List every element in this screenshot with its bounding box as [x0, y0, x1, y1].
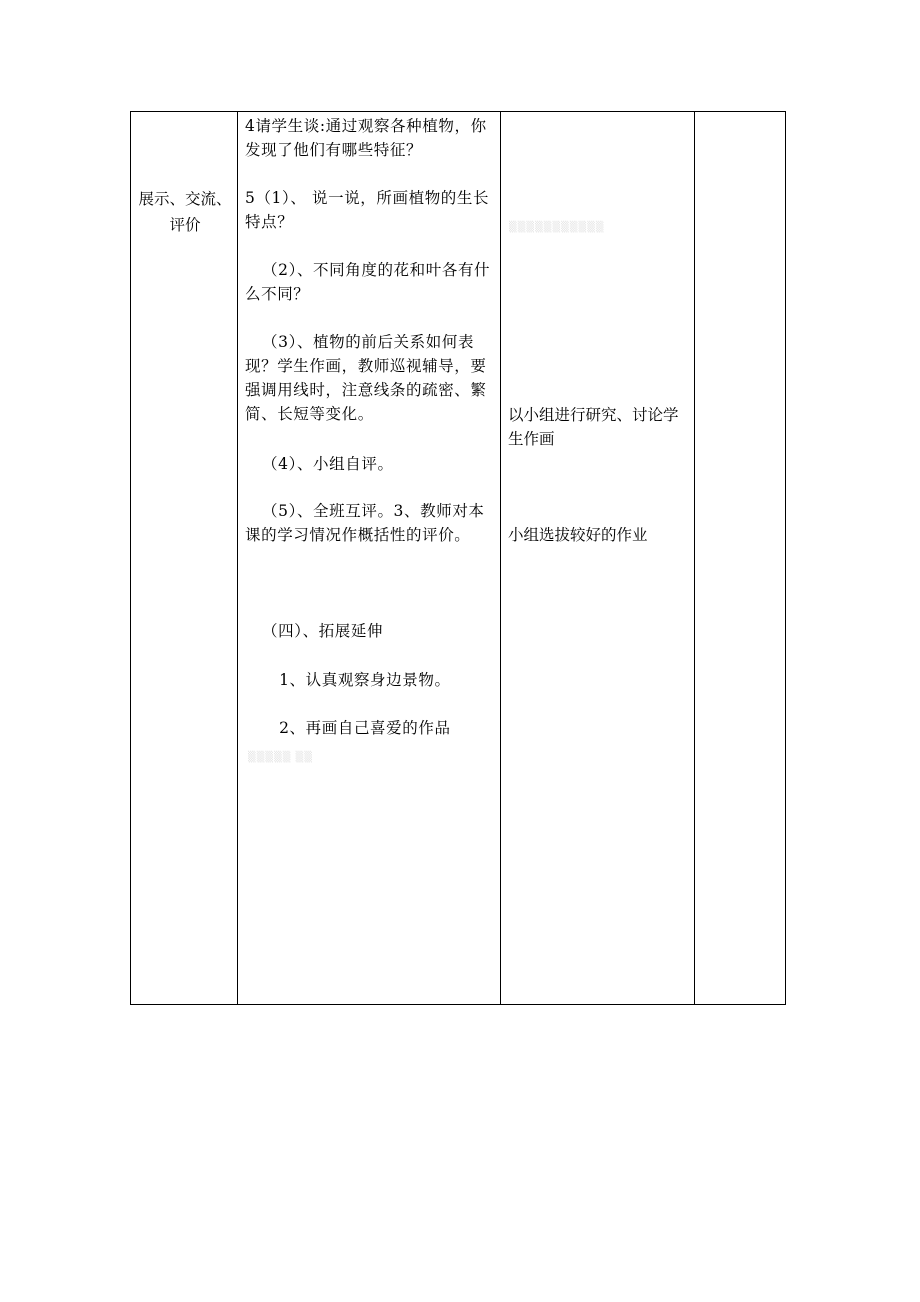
teacher-step-5-2: （2）、不同角度的花和叶各有什么不同？ — [245, 261, 491, 303]
lesson-plan-table — [130, 111, 786, 1005]
student-activity-1: 以小组进行研究、讨论学生作画 — [508, 406, 679, 448]
note-cell — [695, 112, 786, 1005]
table-row — [131, 112, 786, 1005]
teacher-step-4: 4请学生谈:通过观察各种植物，你发现了他们有哪些特征？ — [245, 117, 487, 159]
teacher-step-5-4: （4）、小组自评。 — [262, 455, 394, 473]
extension-item-1: 1、认真观察身边景物。 — [279, 671, 451, 689]
teacher-step-5-1: 5（1）、 说一说，所画植物的生长特点？ — [245, 189, 490, 231]
student-activity-cell — [501, 112, 695, 1005]
watermark-mark: ▒▒▒▒▒▒▒▒▒▒▒ — [509, 222, 605, 233]
teacher-activity-cell — [238, 112, 501, 1005]
stage-label: 展示、交流、评价 — [138, 190, 232, 234]
extension-heading: （四）、拓展延伸 — [262, 622, 384, 640]
student-activity-2: 小组选拔较好的作业 — [508, 526, 648, 544]
extension-item-2: 2、再画自己喜爱的作品 — [279, 719, 451, 737]
teacher-step-5-5: （5）、全班互评。3、教师对本课的学习情况作概括性的评价。 — [245, 502, 485, 544]
watermark-mark: ▒▒▒▒▒ ▒▒ — [248, 752, 314, 763]
stage-cell — [131, 112, 238, 1005]
teacher-step-5-3: （3）、植物的前后关系如何表现？学生作画，教师巡视辅导，要强调用线时，注意线条的疏密、繁简、长短等变化。 — [245, 333, 487, 423]
